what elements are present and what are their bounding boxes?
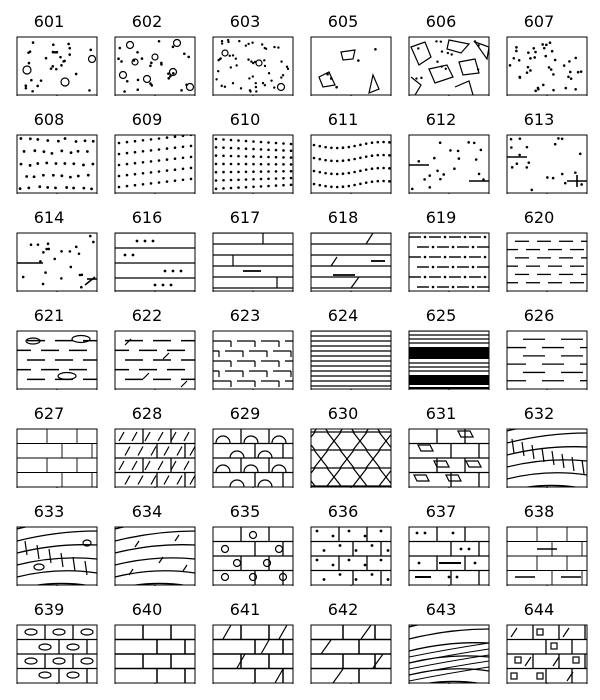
- pattern-code-label: 610: [229, 110, 261, 129]
- pattern-cell-639: [0, 588, 98, 686]
- pattern-swatch-lines-horizontal: [310, 330, 392, 390]
- pattern-code-label: 632: [523, 404, 555, 423]
- pattern-code-label: 617: [229, 208, 261, 227]
- pattern-swatch-dashes-ellipses: [16, 330, 98, 390]
- pattern-swatch-curved-bands-slashes: [114, 526, 196, 586]
- pattern-code-label: 624: [327, 306, 359, 325]
- pattern-cell-636: [294, 490, 392, 588]
- pattern-cell-601: [0, 0, 98, 98]
- pattern-code-label: 637: [425, 502, 457, 521]
- pattern-cell-620: [490, 196, 588, 294]
- pattern-cell-616: [98, 196, 196, 294]
- pattern-swatch-dots-many-circles: [114, 36, 196, 96]
- pattern-swatch-lines-dots: [114, 232, 196, 292]
- pattern-code-label: 627: [33, 404, 65, 423]
- pattern-swatch-brick-dots: [310, 526, 392, 586]
- pattern-cell-626: [490, 294, 588, 392]
- pattern-code-label: 613: [523, 110, 555, 129]
- pattern-swatch-curved-bands-circles: [16, 526, 98, 586]
- pattern-code-label: 619: [425, 208, 457, 227]
- pattern-swatch-brick-circles: [212, 526, 294, 586]
- pattern-swatch-polygons-dense: [408, 36, 490, 96]
- pattern-code-label: 602: [131, 12, 163, 31]
- pattern-cell-641: [196, 588, 294, 686]
- pattern-swatch-dots-converging-rows: [212, 134, 294, 194]
- pattern-code-label: 626: [523, 306, 555, 325]
- pattern-cell-610: [196, 98, 294, 196]
- pattern-cell-617: [196, 196, 294, 294]
- pattern-cell-621: [0, 294, 98, 392]
- pattern-cell-605: [294, 0, 392, 98]
- pattern-swatch-brick-slashed: [212, 624, 294, 684]
- pattern-code-label: 636: [327, 502, 359, 521]
- pattern-code-label: 640: [131, 600, 163, 619]
- pattern-cell-623: [196, 294, 294, 392]
- pattern-swatch-brick-ellipses: [16, 624, 98, 684]
- pattern-cell-633: [0, 490, 98, 588]
- pattern-code-label: 607: [523, 12, 555, 31]
- pattern-code-label: 634: [131, 502, 163, 521]
- pattern-code-label: 601: [33, 12, 65, 31]
- pattern-swatch-dashes-slashes: [114, 330, 196, 390]
- pattern-code-label: 628: [131, 404, 163, 423]
- pattern-cell-608: [0, 98, 98, 196]
- pattern-code-label: 635: [229, 502, 261, 521]
- pattern-code-label: 616: [131, 208, 163, 227]
- pattern-code-label: 612: [425, 110, 457, 129]
- pattern-cell-638: [490, 490, 588, 588]
- pattern-swatch-brick-slashes-squares: [506, 624, 588, 684]
- pattern-code-label: 622: [131, 306, 163, 325]
- pattern-code-label: 641: [229, 600, 261, 619]
- pattern-cell-613: [490, 98, 588, 196]
- pattern-swatch-lines-ticks: [212, 232, 294, 292]
- pattern-cell-602: [98, 0, 196, 98]
- pattern-swatch-dots-dense-circles: [212, 36, 294, 96]
- pattern-cell-644: [490, 588, 588, 686]
- pattern-cell-624: [294, 294, 392, 392]
- pattern-swatch-brick-slashes: [114, 428, 196, 488]
- pattern-cell-635: [196, 490, 294, 588]
- pattern-swatch-brick-semicircles: [212, 428, 294, 488]
- pattern-swatch-curved-bands: [506, 428, 588, 488]
- pattern-code-label: 625: [425, 306, 457, 325]
- pattern-cell-642: [294, 588, 392, 686]
- pattern-code-label: 609: [131, 110, 163, 129]
- pattern-code-label: 630: [327, 404, 359, 423]
- pattern-swatch-lines-black-bands: [408, 330, 490, 390]
- pattern-cell-614: [0, 196, 98, 294]
- pattern-cell-611: [294, 98, 392, 196]
- pattern-cell-625: [392, 294, 490, 392]
- pattern-code-label: 633: [33, 502, 65, 521]
- pattern-swatch-lines-dashed: [506, 232, 588, 292]
- pattern-cell-603: [196, 0, 294, 98]
- pattern-cell-607: [490, 0, 588, 98]
- pattern-code-label: 611: [327, 110, 359, 129]
- pattern-code-label: 621: [33, 306, 65, 325]
- pattern-cell-631: [392, 392, 490, 490]
- pattern-cell-609: [98, 98, 196, 196]
- pattern-swatch-dots-dashes-slash: [16, 232, 98, 292]
- pattern-code-label: 623: [229, 306, 261, 325]
- pattern-swatch-curved-bands-lines: [408, 624, 490, 684]
- pattern-swatch-brick-thin: [16, 428, 98, 488]
- pattern-code-label: 605: [327, 12, 359, 31]
- pattern-swatch-brick-slashed-long: [310, 624, 392, 684]
- pattern-swatch-dots-circles: [16, 36, 98, 96]
- pattern-cell-632: [490, 392, 588, 490]
- pattern-cell-628: [98, 392, 196, 490]
- pattern-code-label: 644: [523, 600, 555, 619]
- pattern-swatch-dots-dashes: [408, 134, 490, 194]
- pattern-cell-643: [392, 588, 490, 686]
- pattern-code-label: 606: [425, 12, 457, 31]
- pattern-code-label: 629: [229, 404, 261, 423]
- pattern-cell-622: [98, 294, 196, 392]
- pattern-cell-618: [294, 196, 392, 294]
- pattern-swatch-brick-parallelograms: [408, 428, 490, 488]
- pattern-swatch-brick-sparse-dashes: [506, 526, 588, 586]
- pattern-swatch-dots-dashes-cross: [506, 134, 588, 194]
- pattern-swatch-brick-dots-dashes: [408, 526, 490, 586]
- pattern-cell-606: [392, 0, 490, 98]
- pattern-swatch-brick-plain: [114, 624, 196, 684]
- pattern-swatch-dots-wavy-rows: [310, 134, 392, 194]
- pattern-cell-630: [294, 392, 392, 490]
- pattern-cell-612: [392, 98, 490, 196]
- pattern-cell-634: [98, 490, 196, 588]
- pattern-code-label: 620: [523, 208, 555, 227]
- pattern-swatch-lines-slashes: [310, 232, 392, 292]
- pattern-swatch-dots-scattered: [506, 36, 588, 96]
- pattern-swatch-lines-dash-dot: [408, 232, 490, 292]
- pattern-swatch-dots-rows: [16, 134, 98, 194]
- pattern-code-label: 603: [229, 12, 261, 31]
- pattern-swatch-dashes-sparse: [506, 330, 588, 390]
- pattern-code-label: 638: [523, 502, 555, 521]
- pattern-code-label: 618: [327, 208, 359, 227]
- pattern-swatch-hexagons: [310, 428, 392, 488]
- pattern-cell-640: [98, 588, 196, 686]
- pattern-swatch-dots-curved-rows: [114, 134, 196, 194]
- pattern-cell-637: [392, 490, 490, 588]
- pattern-swatch-brick-dashed: [212, 330, 294, 390]
- pattern-code-label: 639: [33, 600, 65, 619]
- pattern-code-label: 631: [425, 404, 457, 423]
- pattern-cell-629: [196, 392, 294, 490]
- pattern-code-label: 643: [425, 600, 457, 619]
- pattern-cell-619: [392, 196, 490, 294]
- pattern-swatch-polygons-sparse: [310, 36, 392, 96]
- pattern-code-label: 642: [327, 600, 359, 619]
- pattern-cell-627: [0, 392, 98, 490]
- pattern-code-label: 608: [33, 110, 65, 129]
- pattern-code-label: 614: [33, 208, 65, 227]
